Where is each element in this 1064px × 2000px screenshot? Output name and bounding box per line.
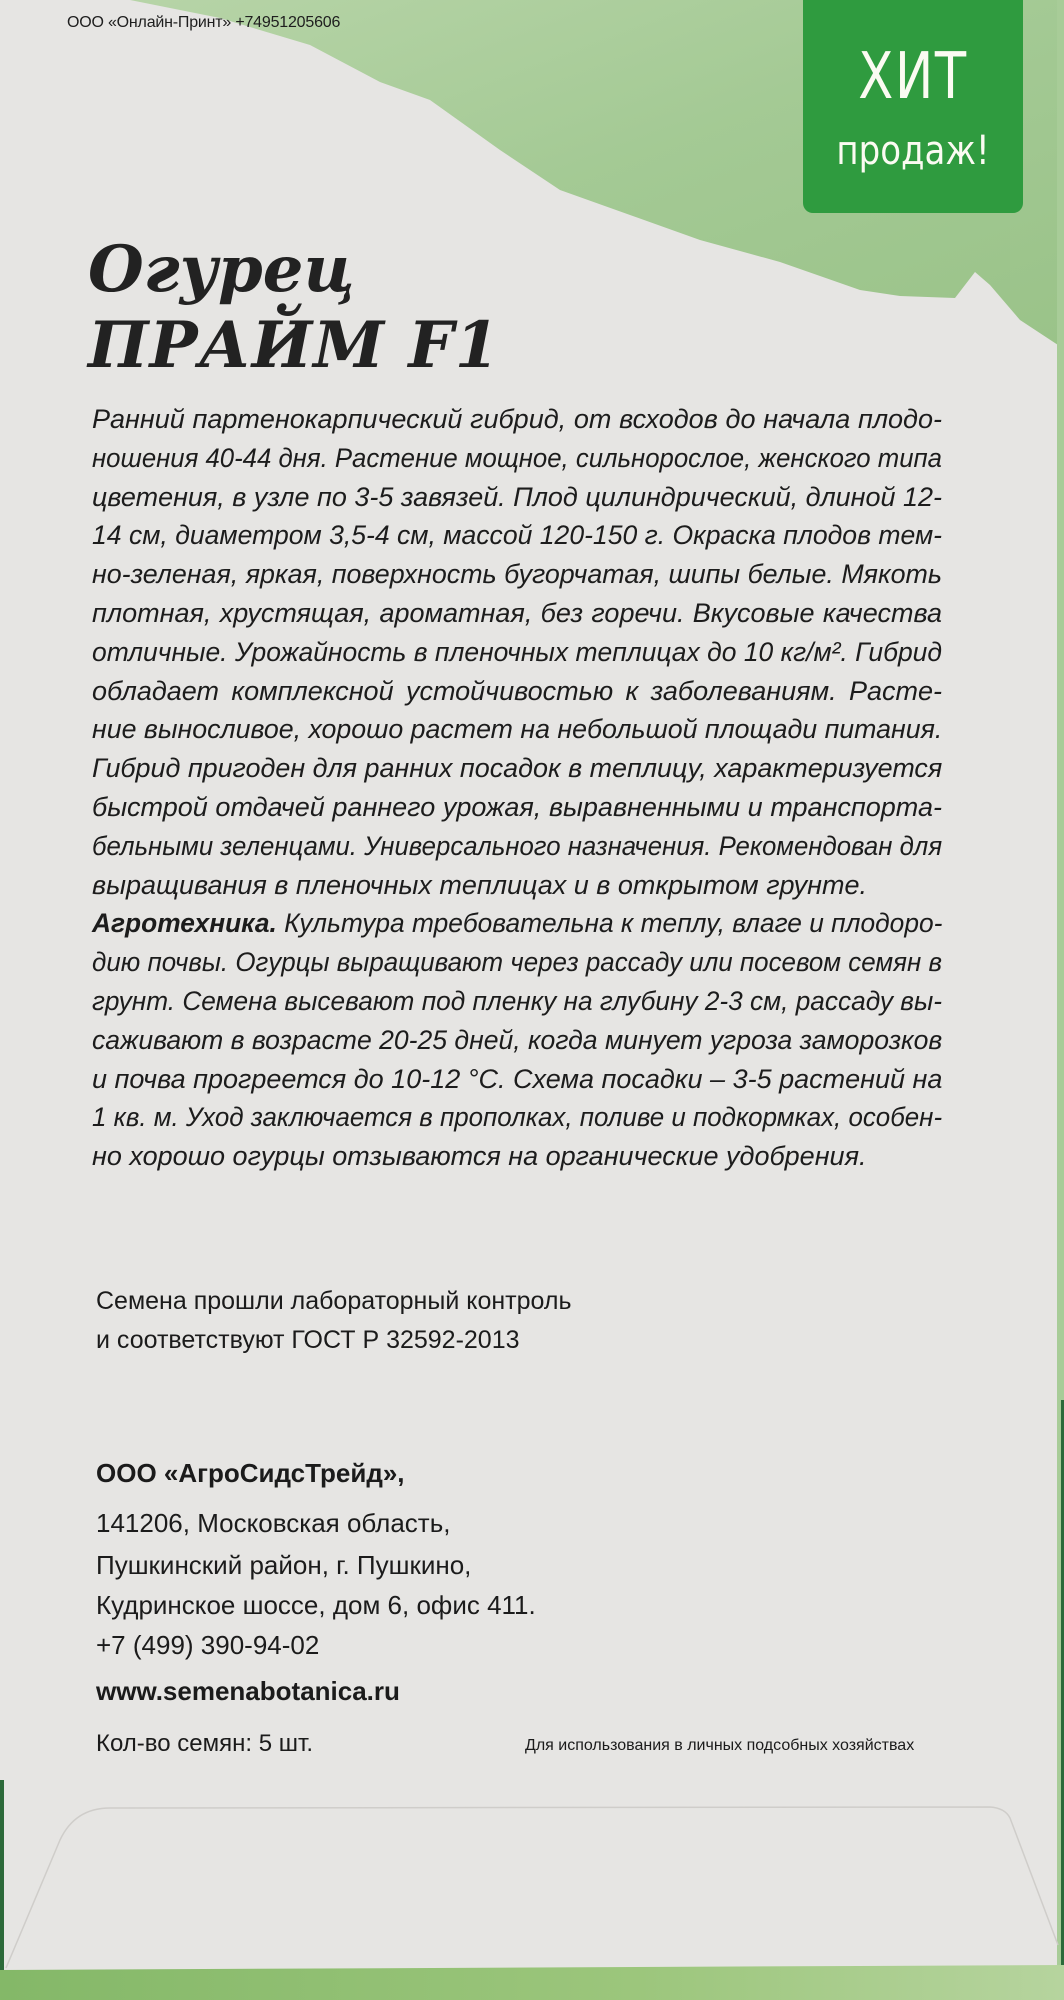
description-line: цветения, в узле по 3-5 завязей. Плод цилиндрический, длиной 12- [92, 481, 942, 512]
description-line: но-зеленая, яркая, поверхность бугорчатая, шипы белые. Мякоть [92, 559, 942, 590]
company-name: ООО «АгроСидсТрейд», [96, 1458, 405, 1488]
description-line: ношения 40-44 дня. Растение мощное, сильнорослое, женского типа [92, 442, 942, 473]
address-line: 141206, Московская область, [96, 1508, 451, 1538]
agrotechnics-text: Культура требовательна к теплу, влаге и плодоро- [276, 908, 943, 939]
left-edge-strip [0, 1780, 4, 2000]
address-line: Кудринское шоссе, дом 6, офис 411. [96, 1590, 536, 1620]
agrotechnics-line [92, 904, 942, 943]
agrotechnics-line: грунт. Семена высевают под пленку на глубину 2-3 см, рассаду вы- [92, 986, 943, 1016]
description-line: бельными зеленцами. Универсального назначения. Рекомендован для [92, 830, 943, 861]
description-line: 14 см, диаметром 3,5-4 см, массой 120-150 г. Окраска плодов тем- [92, 520, 942, 551]
agrotechnics-line: 1 кв. м. Уход заключается в прополках, поливе и подкормках, особен- [92, 1102, 943, 1133]
description-line: ние выносливое, хорошо растет на небольшой площади питания. [92, 714, 943, 745]
description-line: отличные. Урожайность в пленочных теплицах до 10 кг/м². Гибрид [92, 636, 942, 667]
description-line: Ранний партенокарпический гибрид, от всходов до начала плодо- [92, 404, 942, 434]
certification-line: и соответствуют ГОСТ Р 32592-2013 [96, 1326, 520, 1354]
seed-count: Кол-во семян: 5 шт. [96, 1730, 313, 1757]
description-line: выращивания в пленочных теплицах и в открытом грунте. [92, 869, 867, 900]
product-variety-title: ПРАЙМ F1 [88, 308, 501, 383]
agrotechnics-line: дию почвы. Огурцы выращивают через рассаду или посевом семян в [92, 947, 942, 978]
bestseller-badge [803, 0, 1023, 213]
badge-sales-text: продаж! [836, 128, 990, 174]
description-line: плотная, хрустящая, ароматная, без горечи. Вкусовые качества [92, 598, 942, 628]
description-line: Гибрид пригоден для ранних посадок в теплицу, характеризуется [92, 753, 943, 784]
agrotechnics-line: но хорошо огурцы отзываются на органические удобрения. [92, 1141, 867, 1172]
phone-number: +7 (499) 390-94-02 [96, 1630, 320, 1660]
address-line: Пушкинский район, г. Пушкино, [96, 1550, 472, 1580]
watercolor-wash-bottom [0, 1965, 1064, 2000]
description-line: обладает комплексной устойчивостью к заболеваниям. Расте- [92, 675, 942, 706]
product-type-title: Огурец [88, 232, 355, 307]
certification-line: Семена прошли лабораторный контроль [96, 1287, 572, 1315]
agrotechnics-line: саживают в возрасте 20-25 дней, когда минует угроза заморозков [92, 1024, 943, 1055]
agrotechnics-line: и почва прогреется до 10-12 °С. Схема посадки – 3-5 растений на [92, 1063, 943, 1094]
badge-hit-text: ХИТ [858, 40, 968, 114]
printer-credit: ООО «Онлайн-Принт» +74951205606 [67, 14, 341, 31]
description-line: быстрой отдачей раннего урожая, выравненными и транспорта- [92, 792, 942, 822]
agrotechnics-label: Агротехника. [92, 908, 277, 939]
website-link[interactable]: www.semenabotanica.ru [96, 1676, 400, 1706]
envelope-flap-line [6, 1807, 1058, 1968]
usage-note: Для использования в личных подсобных хозяйствах [525, 1737, 915, 1754]
